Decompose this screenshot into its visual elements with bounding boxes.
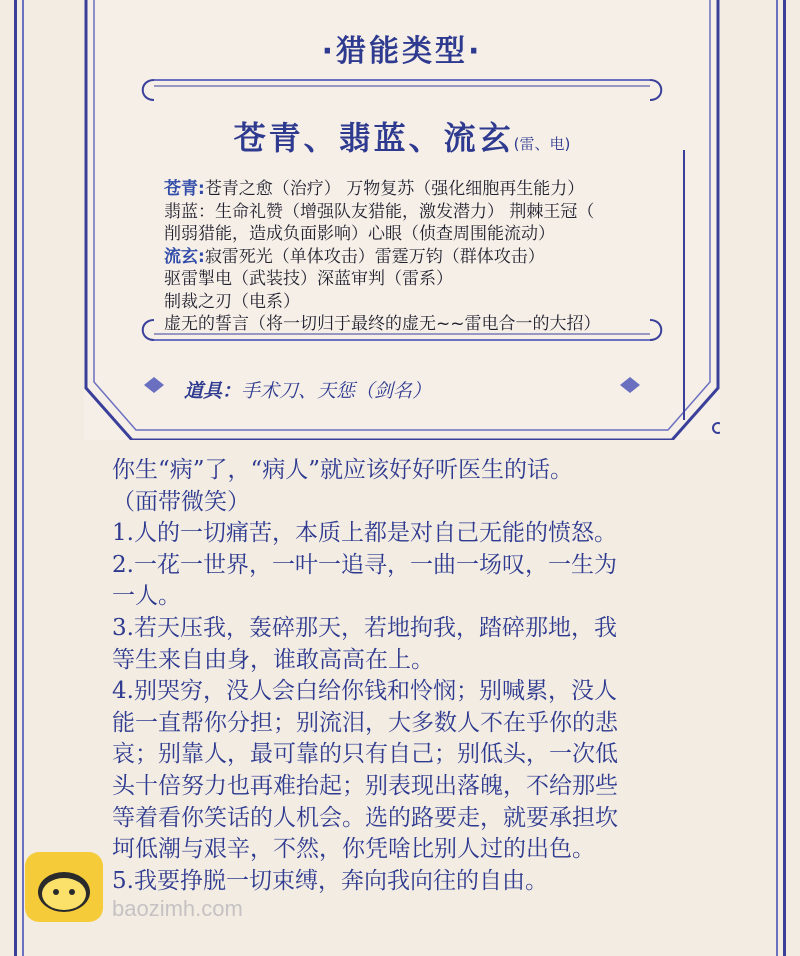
skill-line: 翡蓝：生命礼赞（增强队友猎能，激发潜力） 荆棘王冠（ <box>164 201 595 222</box>
card-title: ·猎能类型· <box>321 34 483 69</box>
quote-line: 你生“病”了，“病人”就应该好好听医生的话。 <box>112 457 574 483</box>
card-subtitle <box>84 113 720 159</box>
watermark-logo-icon <box>25 852 103 922</box>
right-rail-inner <box>776 0 778 956</box>
skill-line: 虚无的誓言（将一切归于最终的虚无~~雷电合一的大招） <box>164 314 601 334</box>
info-card <box>84 0 720 440</box>
skill-line <box>164 246 684 269</box>
skill-text: 寂雷死光（单体攻击）雷霆万钧（群体攻击） <box>204 246 545 267</box>
subtitle-note: (雷、电) <box>513 135 571 153</box>
quote-line: 头十倍努力也再难抬起；别表现出落魄，不给那些 <box>112 772 618 799</box>
watermark-text: baozimh.com <box>112 896 243 921</box>
quote-line: 等着看你笑话的人机会。选的路要走，就要承担坎 <box>112 804 618 831</box>
quote-line: 哀；别靠人，最可靠的只有自己；别低头，一次低 <box>112 741 618 768</box>
quote-line: 等生来自由身，谁敢高高在上。 <box>112 646 434 673</box>
quote-line: 1.人的一切痛苦，本质上都是对自己无能的愤怒。 <box>112 520 617 547</box>
left-rail-outer <box>14 0 17 956</box>
quote-line: 5.我要挣脱一切束缚，奔向我向往的自由。 <box>112 867 548 894</box>
left-rail-inner <box>22 0 24 956</box>
skill-label: 苍青: <box>164 179 205 199</box>
subtitle-main: 苍青、翡蓝、流玄 <box>233 119 514 157</box>
right-rail-outer <box>783 0 786 956</box>
skill-label: 流玄: <box>164 246 205 267</box>
skill-line: 驱雷掣电（武装技）深蓝审判（雷系） <box>164 269 453 289</box>
ornament-left-icon <box>144 377 164 393</box>
ornament-right-icon <box>620 377 640 393</box>
tools-text: 手术刀、天惩（剑名） <box>241 380 432 402</box>
skill-line: 削弱猎能，造成负面影响）心眼（侦查周围能流动） <box>164 224 555 244</box>
skill-line <box>164 178 684 201</box>
quote-line: 能一直帮你分担；别流泪，大多数人不在乎你的悲 <box>112 709 618 736</box>
tools-line <box>184 376 431 403</box>
quote-line: 坷低潮与艰辛，不然，你凭啥比别人过的出色。 <box>112 836 595 863</box>
tools-label: 道具： <box>184 380 242 402</box>
skills-list <box>164 178 684 336</box>
quote-line: 4.别哭穷，没人会白给你钱和怜悯；别喊累，没人 <box>112 678 617 705</box>
skill-line: 制裁之刃（电系） <box>164 291 300 312</box>
quote-line: 一人。 <box>112 583 181 610</box>
quote-line: （面带微笑） <box>112 488 250 515</box>
skill-text: 苍青之愈（治疗） 万物复苏（强化细胞再生能力） <box>204 179 585 199</box>
quotes-block <box>112 455 732 897</box>
quote-line: 3.若天压我，轰碎那天，若地拘我，踏碎那地，我 <box>112 614 617 641</box>
quote-line: 2.一花一世界，一叶一追寻，一曲一场叹，一生为 <box>112 551 617 578</box>
